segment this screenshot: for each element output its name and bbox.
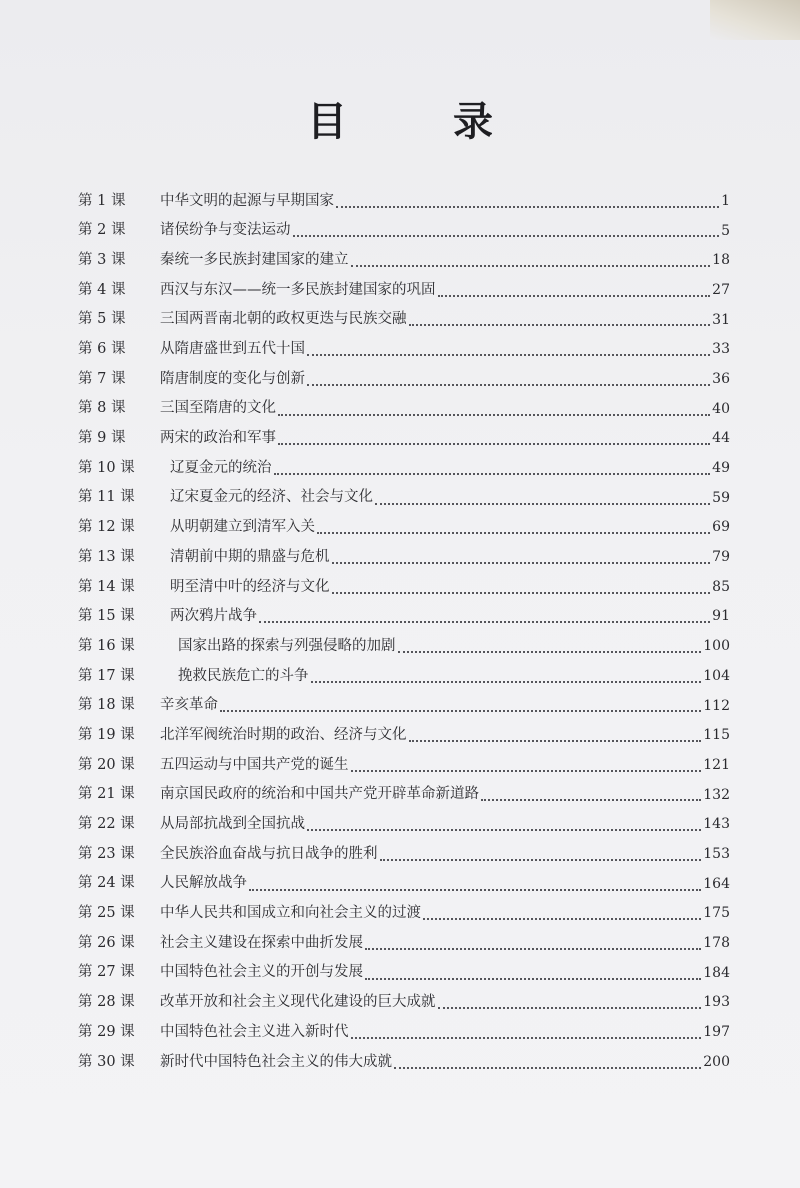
lesson-number: 第 1 课 <box>78 192 126 209</box>
toc-entry <box>78 809 730 839</box>
toc-entry <box>78 275 730 305</box>
lesson-title: 社会主义建设在探索中曲折发展 <box>160 934 363 951</box>
toc-entry <box>78 513 730 543</box>
lesson-title: 人民解放战争 <box>160 875 247 892</box>
dot-leader <box>220 709 701 712</box>
dot-leader <box>307 353 710 356</box>
page-number: 112 <box>703 697 730 714</box>
lesson-title: 三国至隋唐的文化 <box>160 400 276 417</box>
toc-entry <box>78 1047 730 1077</box>
dot-leader <box>398 650 702 653</box>
lesson-number: 第 2 课 <box>78 222 126 239</box>
dot-leader <box>351 264 711 267</box>
lesson-title: 从明朝建立到清军入关 <box>170 519 315 536</box>
page-number: 18 <box>712 252 730 269</box>
toc-entry <box>78 186 730 216</box>
toc-entry <box>78 631 730 661</box>
lesson-title: 挽救民族危亡的斗争 <box>178 667 309 684</box>
dot-leader <box>332 561 711 564</box>
dot-leader <box>332 591 711 594</box>
toc-entry <box>78 453 730 483</box>
dot-leader <box>423 917 701 920</box>
lesson-number: 第 28 课 <box>78 994 135 1011</box>
page-number: 100 <box>703 638 730 655</box>
toc-entry <box>78 542 730 572</box>
dot-leader <box>249 888 701 891</box>
lesson-number: 第 27 课 <box>78 964 135 981</box>
lesson-title: 清朝前中期的鼎盛与危机 <box>170 548 330 565</box>
lesson-number: 第 24 课 <box>78 875 135 892</box>
lesson-number: 第 12 课 <box>78 519 135 536</box>
dot-leader <box>311 680 702 683</box>
lesson-number: 第 3 课 <box>78 251 126 268</box>
toc-entry <box>78 424 730 454</box>
page-number: 31 <box>712 311 730 328</box>
toc-entry <box>78 869 730 899</box>
toc-entry <box>78 661 730 691</box>
page-number: 40 <box>712 400 730 417</box>
page-number: 178 <box>703 935 730 952</box>
lesson-title: 中国特色社会主义的开创与发展 <box>160 964 363 981</box>
page-number: 59 <box>712 489 730 506</box>
toc-entry <box>78 928 730 958</box>
lesson-number: 第 10 课 <box>78 459 135 476</box>
dot-leader <box>409 739 702 742</box>
lesson-title: 中国特色社会主义进入新时代 <box>160 1023 349 1040</box>
lesson-title: 秦统一多民族封建国家的建立 <box>160 251 349 268</box>
page-corner-shadow <box>710 0 800 40</box>
toc-entry <box>78 245 730 275</box>
lesson-title: 从隋唐盛世到五代十国 <box>160 341 305 358</box>
lesson-number: 第 6 课 <box>78 341 126 358</box>
lesson-number: 第 30 课 <box>78 1053 135 1070</box>
toc-entry <box>78 483 730 513</box>
dot-leader <box>481 798 701 801</box>
lesson-number: 第 21 课 <box>78 786 135 803</box>
dot-leader <box>375 502 710 505</box>
toc-entry <box>78 691 730 721</box>
page-number: 200 <box>703 1053 730 1070</box>
dot-leader <box>336 205 719 208</box>
page-number: 69 <box>712 519 730 536</box>
lesson-title: 辽夏金元的统治 <box>170 459 272 476</box>
dot-leader <box>438 1006 702 1009</box>
page-number: 153 <box>703 845 730 862</box>
lesson-title: 南京国民政府的统治和中国共产党开辟革命新道路 <box>160 786 479 803</box>
lesson-number: 第 25 课 <box>78 905 135 922</box>
dot-leader <box>317 531 710 534</box>
page-number: 143 <box>703 816 730 833</box>
dot-leader <box>278 413 710 416</box>
toc-entry <box>78 750 730 780</box>
toc-entry <box>78 780 730 810</box>
page-number: 79 <box>712 549 730 566</box>
lesson-number: 第 26 课 <box>78 934 135 951</box>
toc-entry <box>78 305 730 335</box>
page-number: 5 <box>721 222 730 239</box>
lesson-title: 三国两晋南北朝的政权更迭与民族交融 <box>160 311 407 328</box>
lesson-number: 第 8 课 <box>78 400 126 417</box>
page-number: 121 <box>703 756 730 773</box>
page-number: 164 <box>703 875 730 892</box>
dot-leader <box>351 1036 702 1039</box>
lesson-number: 第 7 课 <box>78 370 126 387</box>
dot-leader <box>380 858 702 861</box>
toc-entry <box>78 216 730 246</box>
dot-leader <box>293 234 720 237</box>
lesson-number: 第 29 课 <box>78 1023 135 1040</box>
lesson-title: 两宋的政治和军事 <box>160 430 276 447</box>
page-number: 104 <box>703 667 730 684</box>
toc-entry <box>78 1017 730 1047</box>
page-number: 197 <box>703 1024 730 1041</box>
lesson-title: 北洋军阀统治时期的政治、经济与文化 <box>160 726 407 743</box>
lesson-number: 第 11 课 <box>78 489 135 506</box>
lesson-title: 五四运动与中国共产党的诞生 <box>160 756 349 773</box>
lesson-title: 诸侯纷争与变法运动 <box>160 222 291 239</box>
page-number: 1 <box>721 192 730 209</box>
lesson-title: 新时代中国特色社会主义的伟大成就 <box>160 1053 392 1070</box>
dot-leader <box>365 977 701 980</box>
lesson-number: 第 18 课 <box>78 697 135 714</box>
dot-leader <box>307 383 710 386</box>
lesson-number: 第 22 课 <box>78 816 135 833</box>
page-number: 49 <box>712 460 730 477</box>
lesson-number: 第 4 课 <box>78 281 126 298</box>
dot-leader <box>409 323 711 326</box>
lesson-number: 第 20 课 <box>78 756 135 773</box>
lesson-number: 第 23 课 <box>78 845 135 862</box>
dot-leader <box>438 294 711 297</box>
lesson-title: 全民族浴血奋战与抗日战争的胜利 <box>160 845 378 862</box>
lesson-number: 第 17 课 <box>78 667 135 684</box>
dot-leader <box>351 769 702 772</box>
lesson-title: 从局部抗战到全国抗战 <box>160 816 305 833</box>
lesson-number: 第 14 课 <box>78 578 135 595</box>
toc-entry <box>78 988 730 1018</box>
page-number: 193 <box>703 994 730 1011</box>
lesson-title: 辛亥革命 <box>160 697 218 714</box>
page-number: 175 <box>703 905 730 922</box>
page-number: 85 <box>712 578 730 595</box>
lesson-title: 改革开放和社会主义现代化建设的巨大成就 <box>160 994 436 1011</box>
dot-leader <box>259 620 710 623</box>
lesson-number: 第 19 课 <box>78 726 135 743</box>
dot-leader <box>365 947 701 950</box>
toc-entry <box>78 364 730 394</box>
page-number: 33 <box>712 341 730 358</box>
toc-entry <box>78 572 730 602</box>
lesson-title: 两次鸦片战争 <box>170 608 257 625</box>
lesson-title: 中华人民共和国成立和向社会主义的过渡 <box>160 905 421 922</box>
lesson-title: 明至清中叶的经济与文化 <box>170 578 330 595</box>
toc-entry <box>78 334 730 364</box>
lesson-title: 隋唐制度的变化与创新 <box>160 370 305 387</box>
lesson-number: 第 16 课 <box>78 637 135 654</box>
lesson-title: 国家出路的探索与列强侵略的加剧 <box>178 637 396 654</box>
toc-entry <box>78 720 730 750</box>
page-number: 91 <box>712 608 730 625</box>
lesson-title: 中华文明的起源与早期国家 <box>160 192 334 209</box>
toc-entry <box>78 958 730 988</box>
lesson-title: 辽宋夏金元的经济、社会与文化 <box>170 489 373 506</box>
toc-entry <box>78 602 730 632</box>
lesson-title: 西汉与东汉——统一多民族封建国家的巩固 <box>160 281 436 298</box>
lesson-number: 第 9 课 <box>78 430 126 447</box>
page-number: 36 <box>712 370 730 387</box>
table-of-contents <box>78 172 730 1070</box>
dot-leader <box>278 442 710 445</box>
dot-leader <box>394 1066 701 1069</box>
page-number: 132 <box>703 786 730 803</box>
lesson-number: 第 5 课 <box>78 311 126 328</box>
lesson-number: 第 15 课 <box>78 608 135 625</box>
page-number: 184 <box>703 964 730 981</box>
lesson-number: 第 13 课 <box>78 548 135 565</box>
page-number: 115 <box>703 727 730 744</box>
toc-entry <box>78 899 730 929</box>
page-number: 27 <box>712 281 730 298</box>
toc-entry <box>78 394 730 424</box>
page-title: 目 录 <box>307 99 539 145</box>
dot-leader <box>307 828 701 831</box>
toc-entry <box>78 839 730 869</box>
dot-leader <box>274 472 711 475</box>
page-number: 44 <box>712 430 730 447</box>
